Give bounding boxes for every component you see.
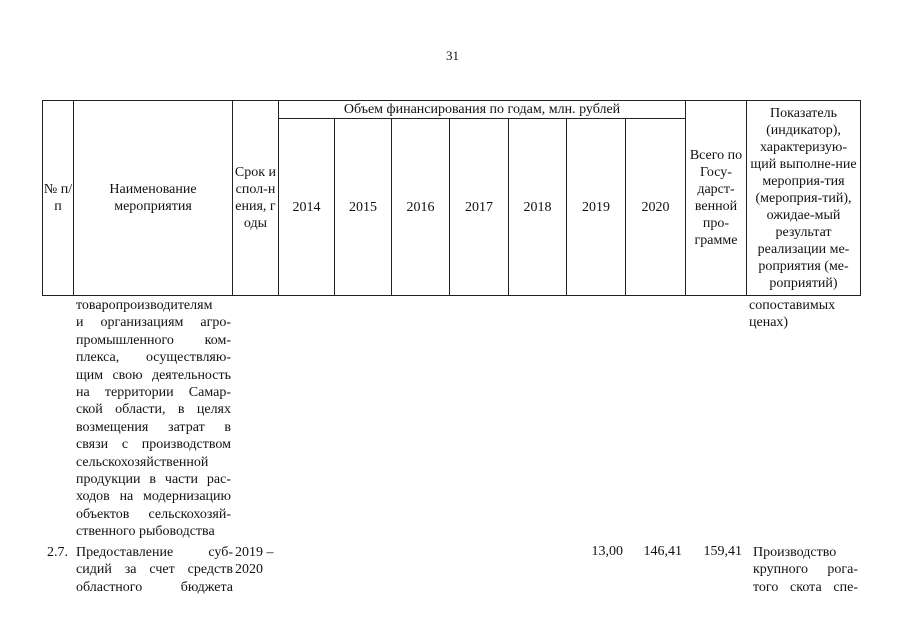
header-name: Наименование мероприятия: [109, 182, 197, 214]
header-year-2015: 2015: [349, 199, 377, 215]
text-line: промышленного ком-: [76, 332, 231, 348]
header-col-border: [746, 100, 747, 296]
text-line: сопоставимых: [749, 298, 836, 313]
row-number: 2.7.: [47, 545, 68, 560]
text-line: областного бюджета: [76, 579, 233, 595]
row-2-7-indicator-cell: [753, 544, 858, 596]
text-line: ходов на модернизацию: [76, 489, 231, 505]
continuation-indicator-cell: [749, 297, 861, 332]
text-line: ценах): [749, 315, 789, 331]
text-line: крупного рога-: [753, 562, 858, 578]
text-line: сельскохозяйственной: [76, 454, 209, 470]
header-year-2016: 2016: [406, 199, 435, 215]
text-line: продукции в части рас-: [76, 472, 231, 488]
continuation-name-cell: [76, 297, 231, 541]
row-2-7-term-cell: [235, 544, 279, 579]
header-num: № п/п: [43, 182, 73, 214]
text-line: товаропроизводителям: [76, 298, 213, 313]
text-line: сидий за счет средств: [76, 562, 233, 578]
header-year-2017: 2017: [465, 199, 493, 215]
header-term: Срок испол-нения, годы: [234, 165, 277, 231]
header-total: Всего по Госу-дарст-венной про-грамме: [689, 148, 743, 248]
text-line: того скота спе-: [753, 579, 858, 595]
text-line: щим свою деятельность: [76, 367, 231, 383]
text-line: 2019 –: [235, 545, 274, 560]
header-col-border: [685, 100, 686, 296]
header-year-2014: 2014: [292, 199, 321, 215]
text-line: на территории Самар-: [76, 385, 231, 401]
header-year-2020: 2020: [641, 199, 670, 215]
text-line: ской области, в целях: [76, 402, 231, 418]
text-line: объектов сельскохозяй-: [76, 506, 231, 522]
text-line: Производство: [753, 545, 837, 560]
header-col-border: [232, 100, 233, 296]
text-line: связи с производством: [76, 437, 231, 453]
value-total: 159,41: [703, 544, 742, 559]
row-2-7-name-cell: [76, 544, 233, 596]
header-year-2018: 2018: [523, 199, 552, 215]
value-2019: 13,00: [591, 544, 623, 559]
header-bottom-border: [42, 295, 860, 296]
header-col-border: [73, 100, 74, 296]
header-funding-group: Объем финансирования по годам, млн. рублей: [343, 102, 621, 117]
text-line: ственного рыбоводства: [76, 524, 215, 540]
text-line: Предоставление суб-: [76, 545, 233, 560]
header-year-2019: 2019: [582, 199, 610, 215]
header-col-border: [860, 100, 861, 296]
value-2020: 146,41: [643, 544, 682, 559]
text-line: возмещения затрат в: [76, 419, 231, 435]
page-number: 31: [446, 48, 459, 63]
header-indicator: Показатель (индикатор), характеризую-щий выполне-ние мероприя-тия (мероприя-тий), ожидае-мый результат реализации ме-роприятия (ме-роприятий): [750, 105, 857, 291]
text-line: 2020: [235, 562, 263, 578]
text-line: и организациям агро-: [76, 315, 231, 331]
text-line: плекса, осуществляю-: [76, 350, 231, 366]
